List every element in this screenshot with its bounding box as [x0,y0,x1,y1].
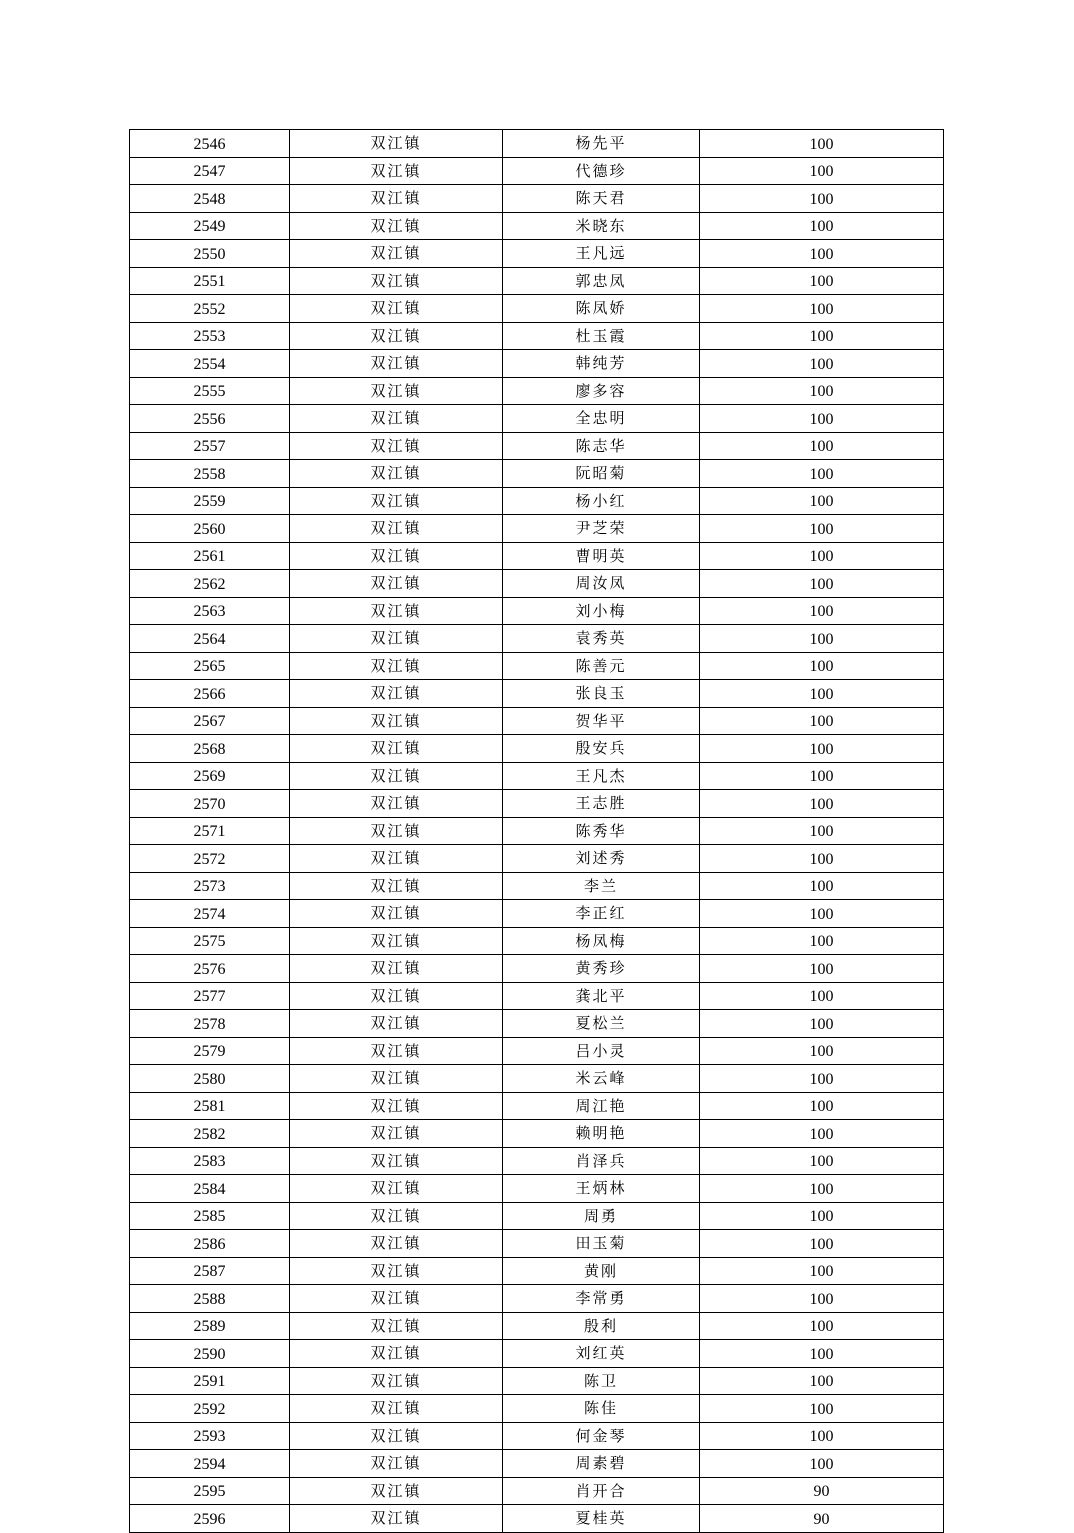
table-row [130,460,944,488]
table-row [130,1450,944,1478]
cell-serial-number: 2551 [130,267,290,295]
cell-person-name: 殷安兵 [503,735,700,763]
cell-amount: 100 [700,1147,944,1175]
cell-amount: 100 [700,1037,944,1065]
cell-town: 双江镇 [290,460,503,488]
cell-person-name: 王凡杰 [503,762,700,790]
cell-person-name: 赖明艳 [503,1120,700,1148]
cell-person-name: 曹明英 [503,542,700,570]
table-row [130,872,944,900]
cell-amount: 100 [700,845,944,873]
roster-table [129,129,944,1533]
cell-amount: 100 [700,1395,944,1423]
cell-serial-number: 2587 [130,1257,290,1285]
cell-person-name: 杨凤梅 [503,927,700,955]
cell-serial-number: 2590 [130,1340,290,1368]
table-row [130,487,944,515]
cell-amount: 100 [700,460,944,488]
cell-amount: 100 [700,1450,944,1478]
table-row [130,1340,944,1368]
cell-town: 双江镇 [290,1312,503,1340]
table-row [130,625,944,653]
cell-amount: 100 [700,240,944,268]
cell-town: 双江镇 [290,1010,503,1038]
cell-town: 双江镇 [290,707,503,735]
cell-amount: 100 [700,1312,944,1340]
cell-person-name: 刘述秀 [503,845,700,873]
cell-town: 双江镇 [290,515,503,543]
cell-person-name: 张良玉 [503,680,700,708]
cell-person-name: 夏松兰 [503,1010,700,1038]
cell-amount: 100 [700,625,944,653]
table-row [130,432,944,460]
cell-town: 双江镇 [290,1120,503,1148]
cell-person-name: 陈志华 [503,432,700,460]
cell-amount: 100 [700,1340,944,1368]
cell-amount: 100 [700,350,944,378]
cell-amount: 100 [700,735,944,763]
table-row [130,927,944,955]
cell-serial-number: 2580 [130,1065,290,1093]
cell-amount: 100 [700,1230,944,1258]
cell-person-name: 陈善元 [503,652,700,680]
cell-serial-number: 2565 [130,652,290,680]
cell-serial-number: 2564 [130,625,290,653]
table-row [130,322,944,350]
cell-amount: 100 [700,597,944,625]
cell-amount: 100 [700,405,944,433]
cell-person-name: 肖开合 [503,1477,700,1505]
table-row [130,817,944,845]
cell-town: 双江镇 [290,405,503,433]
table-row [130,707,944,735]
cell-town: 双江镇 [290,185,503,213]
cell-person-name: 陈天君 [503,185,700,213]
cell-serial-number: 2546 [130,130,290,158]
cell-serial-number: 2568 [130,735,290,763]
cell-town: 双江镇 [290,1202,503,1230]
cell-serial-number: 2555 [130,377,290,405]
table-row [130,1175,944,1203]
table-row [130,1037,944,1065]
cell-person-name: 陈凤娇 [503,295,700,323]
table-row [130,570,944,598]
cell-person-name: 刘小梅 [503,597,700,625]
cell-person-name: 周江艳 [503,1092,700,1120]
cell-town: 双江镇 [290,735,503,763]
cell-person-name: 田玉菊 [503,1230,700,1258]
cell-serial-number: 2596 [130,1505,290,1533]
cell-serial-number: 2575 [130,927,290,955]
cell-town: 双江镇 [290,1340,503,1368]
cell-person-name: 杨小红 [503,487,700,515]
cell-amount: 100 [700,570,944,598]
table-row [130,185,944,213]
table-row [130,982,944,1010]
cell-serial-number: 2585 [130,1202,290,1230]
cell-town: 双江镇 [290,817,503,845]
cell-serial-number: 2593 [130,1422,290,1450]
table-row [130,212,944,240]
cell-amount: 100 [700,322,944,350]
table-row [130,900,944,928]
cell-person-name: 杜玉霞 [503,322,700,350]
cell-town: 双江镇 [290,1505,503,1533]
table-row [130,1285,944,1313]
cell-amount: 100 [700,1010,944,1038]
cell-town: 双江镇 [290,872,503,900]
table-row [130,1477,944,1505]
cell-amount: 100 [700,955,944,983]
cell-serial-number: 2586 [130,1230,290,1258]
table-row [130,597,944,625]
table-row [130,652,944,680]
cell-town: 双江镇 [290,680,503,708]
cell-amount: 100 [700,432,944,460]
cell-amount: 100 [700,1285,944,1313]
cell-town: 双江镇 [290,845,503,873]
cell-person-name: 周勇 [503,1202,700,1230]
cell-serial-number: 2579 [130,1037,290,1065]
cell-town: 双江镇 [290,130,503,158]
cell-person-name: 尹芝荣 [503,515,700,543]
cell-person-name: 殷利 [503,1312,700,1340]
cell-serial-number: 2563 [130,597,290,625]
cell-person-name: 陈卫 [503,1367,700,1395]
cell-town: 双江镇 [290,570,503,598]
cell-serial-number: 2588 [130,1285,290,1313]
roster-table-body [130,130,944,1533]
cell-town: 双江镇 [290,955,503,983]
cell-amount: 100 [700,1257,944,1285]
cell-town: 双江镇 [290,487,503,515]
table-row [130,377,944,405]
cell-serial-number: 2567 [130,707,290,735]
cell-serial-number: 2556 [130,405,290,433]
cell-amount: 100 [700,487,944,515]
cell-amount: 100 [700,542,944,570]
table-row [130,1367,944,1395]
cell-town: 双江镇 [290,240,503,268]
cell-amount: 100 [700,130,944,158]
cell-amount: 100 [700,790,944,818]
cell-town: 双江镇 [290,1450,503,1478]
cell-person-name: 袁秀英 [503,625,700,653]
cell-serial-number: 2558 [130,460,290,488]
cell-amount: 100 [700,762,944,790]
cell-town: 双江镇 [290,625,503,653]
table-row [130,157,944,185]
table-row [130,405,944,433]
cell-serial-number: 2584 [130,1175,290,1203]
cell-person-name: 周汝凤 [503,570,700,598]
cell-person-name: 阮昭菊 [503,460,700,488]
cell-amount: 100 [700,900,944,928]
cell-serial-number: 2549 [130,212,290,240]
table-row [130,735,944,763]
cell-person-name: 周素碧 [503,1450,700,1478]
cell-town: 双江镇 [290,1285,503,1313]
cell-serial-number: 2566 [130,680,290,708]
cell-serial-number: 2582 [130,1120,290,1148]
cell-person-name: 陈秀华 [503,817,700,845]
cell-serial-number: 2559 [130,487,290,515]
cell-serial-number: 2570 [130,790,290,818]
cell-amount: 100 [700,1065,944,1093]
cell-person-name: 吕小灵 [503,1037,700,1065]
cell-town: 双江镇 [290,1147,503,1175]
table-row [130,1230,944,1258]
table-row [130,955,944,983]
cell-town: 双江镇 [290,1367,503,1395]
cell-amount: 90 [700,1477,944,1505]
table-row [130,1202,944,1230]
cell-serial-number: 2554 [130,350,290,378]
cell-person-name: 夏桂英 [503,1505,700,1533]
cell-person-name: 米晓东 [503,212,700,240]
cell-serial-number: 2574 [130,900,290,928]
cell-town: 双江镇 [290,1395,503,1423]
cell-serial-number: 2595 [130,1477,290,1505]
cell-serial-number: 2591 [130,1367,290,1395]
cell-serial-number: 2550 [130,240,290,268]
cell-town: 双江镇 [290,762,503,790]
cell-person-name: 代德珍 [503,157,700,185]
table-row [130,1010,944,1038]
cell-amount: 100 [700,1202,944,1230]
cell-serial-number: 2553 [130,322,290,350]
cell-person-name: 王炳林 [503,1175,700,1203]
cell-town: 双江镇 [290,157,503,185]
cell-amount: 100 [700,1175,944,1203]
table-row [130,1257,944,1285]
cell-amount: 100 [700,680,944,708]
cell-amount: 100 [700,707,944,735]
cell-person-name: 王凡远 [503,240,700,268]
cell-person-name: 贺华平 [503,707,700,735]
cell-amount: 100 [700,212,944,240]
table-row [130,790,944,818]
cell-amount: 100 [700,652,944,680]
cell-town: 双江镇 [290,1175,503,1203]
cell-person-name: 黄秀珍 [503,955,700,983]
cell-amount: 100 [700,1120,944,1148]
cell-person-name: 韩纯芳 [503,350,700,378]
cell-person-name: 全忠明 [503,405,700,433]
cell-town: 双江镇 [290,295,503,323]
cell-person-name: 龚北平 [503,982,700,1010]
table-row [130,1395,944,1423]
cell-town: 双江镇 [290,377,503,405]
cell-town: 双江镇 [290,1477,503,1505]
table-row [130,350,944,378]
cell-town: 双江镇 [290,1422,503,1450]
cell-town: 双江镇 [290,1092,503,1120]
cell-serial-number: 2576 [130,955,290,983]
cell-amount: 100 [700,927,944,955]
cell-serial-number: 2594 [130,1450,290,1478]
cell-town: 双江镇 [290,212,503,240]
cell-town: 双江镇 [290,597,503,625]
cell-amount: 100 [700,295,944,323]
table-row [130,680,944,708]
table-row [130,1505,944,1533]
table-row [130,1422,944,1450]
table-row [130,1065,944,1093]
table-row [130,515,944,543]
cell-serial-number: 2578 [130,1010,290,1038]
cell-serial-number: 2560 [130,515,290,543]
table-row [130,295,944,323]
cell-amount: 100 [700,817,944,845]
cell-person-name: 何金琴 [503,1422,700,1450]
cell-town: 双江镇 [290,322,503,350]
cell-person-name: 李常勇 [503,1285,700,1313]
cell-serial-number: 2583 [130,1147,290,1175]
cell-amount: 100 [700,267,944,295]
table-row [130,267,944,295]
cell-amount: 100 [700,185,944,213]
cell-town: 双江镇 [290,267,503,295]
cell-town: 双江镇 [290,1065,503,1093]
cell-serial-number: 2577 [130,982,290,1010]
cell-person-name: 陈佳 [503,1395,700,1423]
cell-serial-number: 2552 [130,295,290,323]
cell-town: 双江镇 [290,927,503,955]
cell-person-name: 刘红英 [503,1340,700,1368]
cell-amount: 100 [700,1092,944,1120]
table-row [130,1120,944,1148]
table-row [130,130,944,158]
table-row [130,1092,944,1120]
cell-serial-number: 2562 [130,570,290,598]
cell-amount: 90 [700,1505,944,1533]
cell-amount: 100 [700,982,944,1010]
cell-serial-number: 2548 [130,185,290,213]
cell-serial-number: 2561 [130,542,290,570]
cell-town: 双江镇 [290,982,503,1010]
cell-serial-number: 2557 [130,432,290,460]
table-row [130,1312,944,1340]
cell-serial-number: 2592 [130,1395,290,1423]
cell-serial-number: 2547 [130,157,290,185]
cell-person-name: 王志胜 [503,790,700,818]
cell-amount: 100 [700,872,944,900]
cell-amount: 100 [700,1422,944,1450]
cell-town: 双江镇 [290,900,503,928]
cell-town: 双江镇 [290,790,503,818]
cell-amount: 100 [700,157,944,185]
table-row [130,845,944,873]
cell-serial-number: 2581 [130,1092,290,1120]
cell-person-name: 黄刚 [503,1257,700,1285]
table-row [130,762,944,790]
cell-person-name: 郭忠凤 [503,267,700,295]
table-row [130,240,944,268]
cell-person-name: 李兰 [503,872,700,900]
cell-amount: 100 [700,1367,944,1395]
cell-person-name: 肖泽兵 [503,1147,700,1175]
cell-town: 双江镇 [290,652,503,680]
cell-serial-number: 2573 [130,872,290,900]
cell-serial-number: 2569 [130,762,290,790]
cell-person-name: 杨先平 [503,130,700,158]
cell-town: 双江镇 [290,1257,503,1285]
table-row [130,1147,944,1175]
cell-serial-number: 2571 [130,817,290,845]
cell-town: 双江镇 [290,350,503,378]
cell-person-name: 廖多容 [503,377,700,405]
cell-person-name: 李正红 [503,900,700,928]
cell-serial-number: 2572 [130,845,290,873]
table-row [130,542,944,570]
cell-town: 双江镇 [290,542,503,570]
cell-serial-number: 2589 [130,1312,290,1340]
cell-person-name: 米云峰 [503,1065,700,1093]
cell-town: 双江镇 [290,1037,503,1065]
cell-amount: 100 [700,377,944,405]
cell-town: 双江镇 [290,1230,503,1258]
cell-amount: 100 [700,515,944,543]
cell-town: 双江镇 [290,432,503,460]
